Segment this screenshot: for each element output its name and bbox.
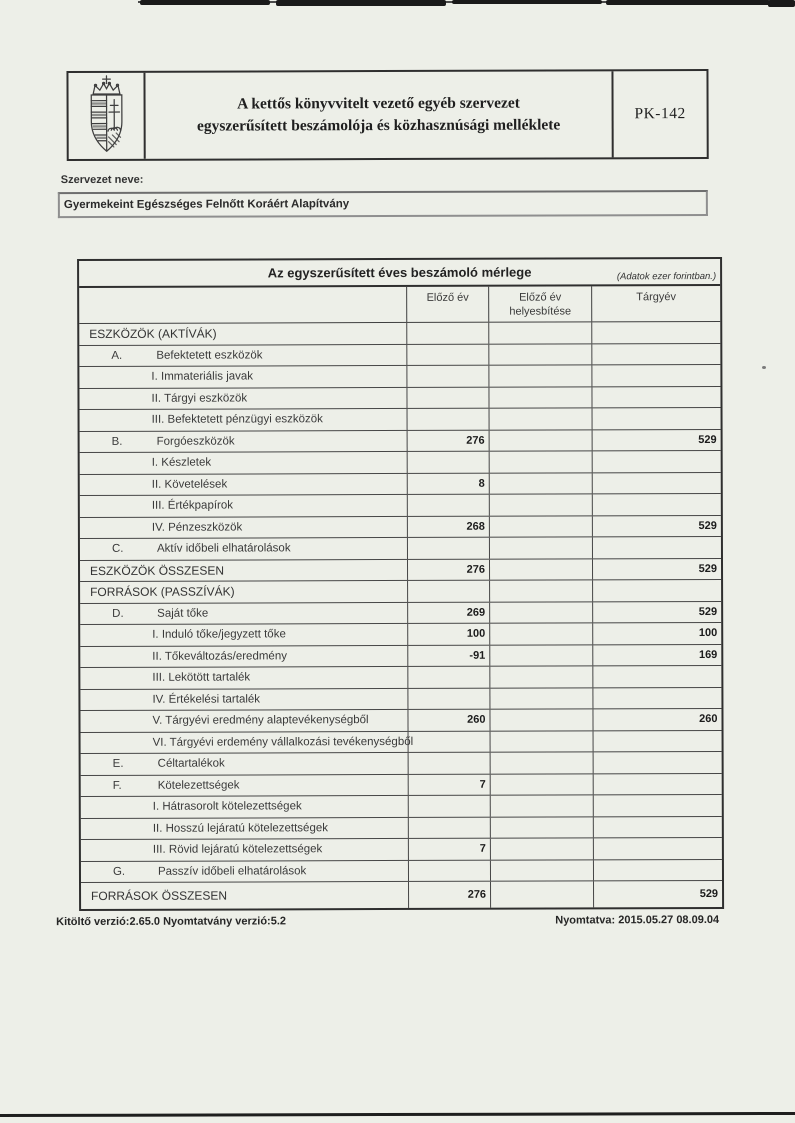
row-letter: F.: [112, 779, 122, 792]
column-header-current-year: Tárgyév: [591, 286, 720, 321]
cell-prev-year-correction: [488, 322, 591, 343]
row-label: Forgóeszközök: [156, 435, 235, 448]
cell-current-year: [593, 859, 722, 880]
cell-current-year: [592, 687, 721, 708]
cell-prev-year: 268: [407, 516, 489, 537]
cell-prev-year-correction: [489, 666, 592, 687]
cell-prev-year: 7: [408, 839, 490, 860]
form-title-line1: A kettős könyvvitelt vezető egyéb szervezet: [237, 94, 520, 113]
row-label: Befektetett eszközök: [156, 349, 263, 362]
row-label-cell: [80, 581, 407, 603]
row-label-cell: [79, 366, 406, 388]
organization-name-label: Szervezet neve:: [60, 173, 144, 187]
cell-prev-year: 260: [407, 710, 489, 731]
row-label-cell: [81, 774, 408, 796]
row-letter: B.: [111, 435, 123, 448]
cell-prev-year: [406, 387, 488, 408]
row-label-cell: [81, 860, 408, 882]
row-label: III. Értékpapírok: [151, 499, 234, 513]
organization-name-field: [58, 190, 708, 218]
cell-current-year: [591, 322, 720, 343]
cell-prev-year: 276: [407, 430, 489, 451]
cell-prev-year-correction: [489, 709, 592, 730]
cell-prev-year: [406, 323, 488, 344]
table-row: [80, 408, 721, 432]
table-row: [79, 386, 720, 410]
cell-prev-year-correction: [489, 623, 592, 644]
row-label-cell: [80, 645, 407, 667]
row-label: VI. Tárgyévi erdemény vállalkozási tevékenységből: [152, 735, 414, 749]
cell-current-year: [592, 537, 721, 558]
cell-current-year: [593, 752, 722, 773]
table-row: [81, 795, 722, 819]
form-code: PK-142: [634, 105, 686, 123]
table-row: [80, 451, 721, 475]
row-label: II. Tőkeváltozás/eredmény: [152, 650, 287, 663]
cell-prev-year-correction: [489, 473, 592, 494]
cell-prev-year-correction: [490, 881, 593, 907]
row-label-cell: [80, 667, 407, 689]
cell-prev-year-correction: [489, 408, 592, 429]
row-label: Aktív időbeli elhatárolások: [156, 542, 291, 556]
unit-note: (Adatok ezer forintban.): [616, 270, 717, 283]
cell-current-year: [591, 343, 720, 364]
cell-prev-year: [406, 366, 488, 387]
cell-prev-year-correction: [489, 602, 592, 623]
cell-prev-year: 269: [407, 602, 489, 623]
cell-prev-year: [407, 538, 489, 559]
row-label-cell: [79, 344, 406, 366]
table-row: [81, 773, 722, 797]
row-label-cell: [80, 624, 407, 646]
row-label: II. Hosszú lejáratú kötelezettségek: [152, 821, 329, 835]
cell-prev-year-correction: [490, 860, 593, 881]
cell-prev-year: [408, 731, 490, 752]
cell-prev-year-correction: [490, 774, 593, 795]
table-title-row: [79, 259, 720, 288]
row-label: V. Tárgyévi eredmény alaptevékenységből: [152, 714, 369, 728]
row-label-cell: [81, 731, 414, 753]
row-letter: C.: [111, 543, 124, 556]
row-label: I. Hátrasorolt kötelezettségek: [152, 800, 302, 814]
cell-prev-year-correction: [488, 344, 591, 365]
cell-current-year: 529: [592, 515, 721, 536]
cell-prev-year: 100: [407, 624, 489, 645]
row-letter: E.: [112, 758, 124, 771]
row-letter: D.: [112, 607, 124, 620]
cell-prev-year-correction: [490, 795, 593, 816]
balance-table-rows: [79, 322, 722, 909]
cell-current-year: [592, 580, 721, 601]
table-row: [81, 881, 722, 909]
cell-prev-year: 276: [408, 882, 490, 908]
hungarian-coat-of-arms-icon: [77, 74, 135, 158]
cell-prev-year-correction: [488, 387, 591, 408]
cell-current-year: 529: [592, 601, 721, 622]
row-label-cell: [80, 538, 407, 560]
cell-current-year: [592, 666, 721, 687]
cell-prev-year-correction: [489, 645, 592, 666]
cell-prev-year: -91: [407, 645, 489, 666]
form-header: [66, 69, 708, 161]
table-row: [81, 730, 722, 754]
column-header-prev-year: Előző év: [406, 287, 488, 322]
cell-current-year: [593, 795, 722, 816]
row-label-cell: [80, 688, 407, 710]
table-row: [80, 537, 721, 561]
row-label-cell: [81, 753, 408, 775]
cell-current-year: [593, 816, 722, 837]
column-header-empty: [79, 287, 406, 323]
table-row: [80, 472, 721, 496]
table-title: Az egyszerűsített éves beszámoló mérlege: [267, 264, 532, 281]
cell-current-year: 529: [592, 429, 721, 450]
row-label: I. Immateriális javak: [151, 370, 254, 384]
row-label: IV. Pénzeszközök: [151, 521, 243, 534]
row-label-cell: [81, 839, 408, 861]
row-label-cell: [79, 323, 406, 345]
cell-prev-year: [408, 817, 490, 838]
row-label-cell: [80, 473, 407, 495]
row-label: III. Rövid lejáratú kötelezettségek: [152, 843, 323, 857]
footer-print-timestamp: Nyomtatva: 2015.05.27 08.09.04: [555, 913, 720, 927]
cell-current-year: [592, 408, 721, 429]
table-row: [81, 838, 722, 862]
row-label: Céltartalékok: [157, 757, 225, 771]
cell-prev-year: [407, 667, 489, 688]
row-label: I. Készletek: [151, 456, 212, 470]
row-label: Kötelezettségek: [157, 779, 240, 792]
cell-current-year: [593, 773, 722, 794]
cell-prev-year-correction: [489, 430, 592, 451]
form-title: [145, 71, 613, 158]
row-label-cell: [81, 817, 408, 839]
cell-current-year: 260: [592, 709, 721, 730]
row-label-cell: [80, 516, 407, 538]
table-row: [81, 816, 722, 840]
cell-prev-year: [408, 753, 490, 774]
cell-prev-year: [407, 581, 489, 602]
cell-prev-year: 8: [407, 473, 489, 494]
cell-current-year: [592, 451, 721, 472]
organization-name-value: Gyermekeint Egészséges Felnőtt Koráért Alapítvány: [63, 198, 350, 212]
column-header-prev-year-correction: Előző év helyesbítése: [488, 286, 591, 321]
table-row: [80, 666, 721, 690]
cell-current-year: [591, 386, 720, 407]
row-label-cell: [80, 430, 407, 452]
row-label: Passzív időbeli elhatárolások: [157, 865, 307, 878]
row-label: I. Induló tőke/jegyzett tőke: [152, 628, 286, 642]
table-row: [80, 515, 721, 539]
table-row: [80, 580, 721, 604]
table-row: [79, 322, 720, 346]
cell-current-year: 529: [593, 881, 722, 907]
cell-prev-year: [406, 344, 488, 365]
cell-current-year: [593, 730, 722, 751]
logo-cell: [68, 73, 145, 159]
cell-prev-year: [407, 688, 489, 709]
cell-current-year: [593, 838, 722, 859]
row-label-cell: [80, 452, 407, 474]
cell-prev-year: 276: [407, 559, 489, 580]
cell-prev-year-correction: [490, 817, 593, 838]
cell-prev-year: 7: [408, 774, 490, 795]
table-row: [80, 644, 721, 668]
table-row: [80, 494, 721, 518]
table-row: [79, 343, 720, 367]
table-row: [79, 365, 720, 389]
row-label-cell: [80, 710, 407, 732]
cell-prev-year: [408, 796, 490, 817]
cell-current-year: 169: [592, 644, 721, 665]
row-label: II. Követelések: [151, 478, 228, 491]
table-row: [80, 687, 721, 711]
cell-prev-year: [407, 409, 489, 430]
row-letter: G.: [112, 865, 126, 878]
cell-prev-year-correction: [490, 752, 593, 773]
cell-prev-year-correction: [489, 537, 592, 558]
table-row: [80, 601, 721, 625]
cell-current-year: [592, 494, 721, 515]
row-label-cell: [80, 495, 407, 517]
row-label-cell: [81, 882, 408, 909]
cell-prev-year-correction: [489, 516, 592, 537]
table-row: [81, 859, 722, 883]
row-label: ESZKÖZÖK ÖSSZESEN: [90, 563, 225, 578]
row-label: IV. Értékelési tartalék: [152, 693, 261, 706]
row-label-cell: [81, 796, 408, 818]
footer-version-info: Kitöltő verzió:2.65.0 Nyomtatvány verzió:5.2: [56, 915, 287, 929]
row-label-cell: [79, 387, 406, 409]
row-label: III. Lekötött tartalék: [152, 671, 251, 685]
form-title-line2: egyszerűsített beszámolója és közhasznúsági melléklete: [196, 116, 561, 135]
cell-prev-year-correction: [490, 838, 593, 859]
row-label-cell: [80, 559, 407, 581]
row-label: III. Befektetett pénzügyi eszközök: [151, 413, 323, 427]
cell-prev-year-correction: [488, 365, 591, 386]
row-label: FORRÁSOK ÖSSZESEN: [91, 888, 228, 903]
cell-prev-year-correction: [489, 580, 592, 601]
row-letter: A.: [111, 349, 123, 362]
row-label: Saját tőke: [157, 607, 209, 620]
cell-prev-year-correction: [489, 451, 592, 472]
cell-prev-year-correction: [489, 494, 592, 515]
row-label: II. Tárgyi eszközök: [151, 392, 248, 405]
cell-prev-year-correction: [489, 559, 592, 580]
cell-prev-year-correction: [489, 688, 592, 709]
row-label-cell: [80, 602, 407, 624]
cell-prev-year: [407, 495, 489, 516]
table-row: [80, 709, 721, 733]
cell-current-year: [591, 365, 720, 386]
cell-current-year: 100: [592, 623, 721, 644]
cell-prev-year: [408, 860, 490, 881]
table-row: [81, 752, 722, 776]
cell-current-year: 529: [592, 558, 721, 579]
table-row: [80, 558, 721, 582]
balance-sheet-table: [77, 257, 724, 911]
row-label-cell: [80, 409, 407, 431]
cell-current-year: [592, 472, 721, 493]
table-row: [80, 429, 721, 453]
cell-prev-year-correction: [490, 731, 593, 752]
row-label: FORRÁSOK (PASSZÍVÁK): [90, 584, 235, 600]
row-label: ESZKÖZÖK (AKTÍVÁK): [89, 326, 217, 342]
table-row: [80, 623, 721, 647]
cell-prev-year: [407, 452, 489, 473]
table-header-row: [79, 286, 720, 324]
